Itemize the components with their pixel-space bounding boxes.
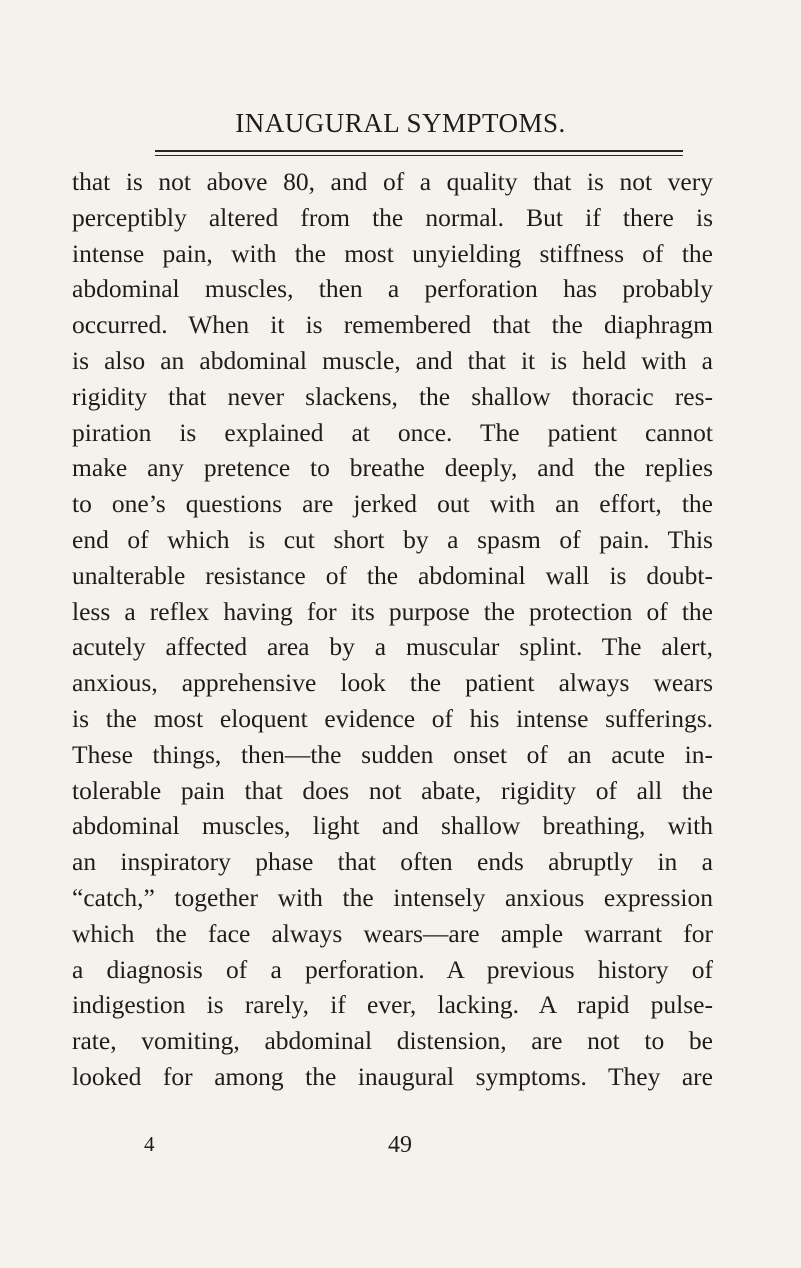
text-line: abdominal muscles, then a perforation has probably [72, 274, 713, 304]
text-line: acutely affected area by a muscular splint. The alert, [72, 632, 713, 662]
running-head: INAUGURAL SYMPTOMS. [235, 108, 566, 138]
text-line: is the most eloquent evidence of his intense sufferings. [72, 703, 713, 733]
text-line: is also an abdominal muscle, and that it is held with a [72, 345, 713, 375]
text-line: end of which is cut short by a spasm of pain. This [72, 524, 713, 554]
text-line: anxious, apprehensive look the patient always wears [72, 668, 713, 698]
page-number: 49 [388, 1132, 412, 1158]
text-line: which the face always wears—are ample warrant for [72, 918, 713, 948]
body-text [72, 164, 713, 1095]
text-line: occurred. When it is remembered that the diaphragm [72, 310, 713, 340]
text-line: indigestion is rarely, if ever, lacking. A rapid pulse- [72, 990, 713, 1020]
text-line: perceptibly altered from the normal. But if there is [72, 202, 713, 232]
text-line: These things, then—the sudden onset of an acute in- [72, 739, 713, 769]
text-line: looked for among the inaugural symptoms. They are [72, 1061, 713, 1091]
text-line: tolerable pain that does not abate, rigidity of all the [72, 775, 713, 805]
header-rule-thick [155, 150, 683, 152]
text-line: a diagnosis of a perforation. A previous history of [72, 954, 713, 984]
text-line: less a reflex having for its purpose the protection of the [72, 596, 713, 626]
text-line: rigidity that never slackens, the shallow thoracic res- [72, 381, 713, 411]
text-line: piration is explained at once. The patient cannot [72, 417, 713, 447]
text-line: rate, vomiting, abdominal distension, are not to be [72, 1026, 713, 1056]
header-rule-thin [155, 155, 683, 156]
signature-mark: 4 [144, 1132, 155, 1156]
text-line: intense pain, with the most unyielding stiffness of the [72, 238, 713, 268]
text-line: that is not above 80, and of a quality that is not very [72, 167, 713, 196]
text-line: to one’s questions are jerked out with an effort, the [72, 489, 713, 519]
text-line: “catch,” together with the intensely anxious expression [72, 882, 713, 912]
text-line: an inspiratory phase that often ends abruptly in a [72, 847, 713, 877]
text-line: make any pretence to breathe deeply, and the replies [72, 453, 713, 483]
text-line: unalterable resistance of the abdominal wall is doubt- [72, 560, 713, 590]
text-line: abdominal muscles, light and shallow breathing, with [72, 811, 713, 841]
